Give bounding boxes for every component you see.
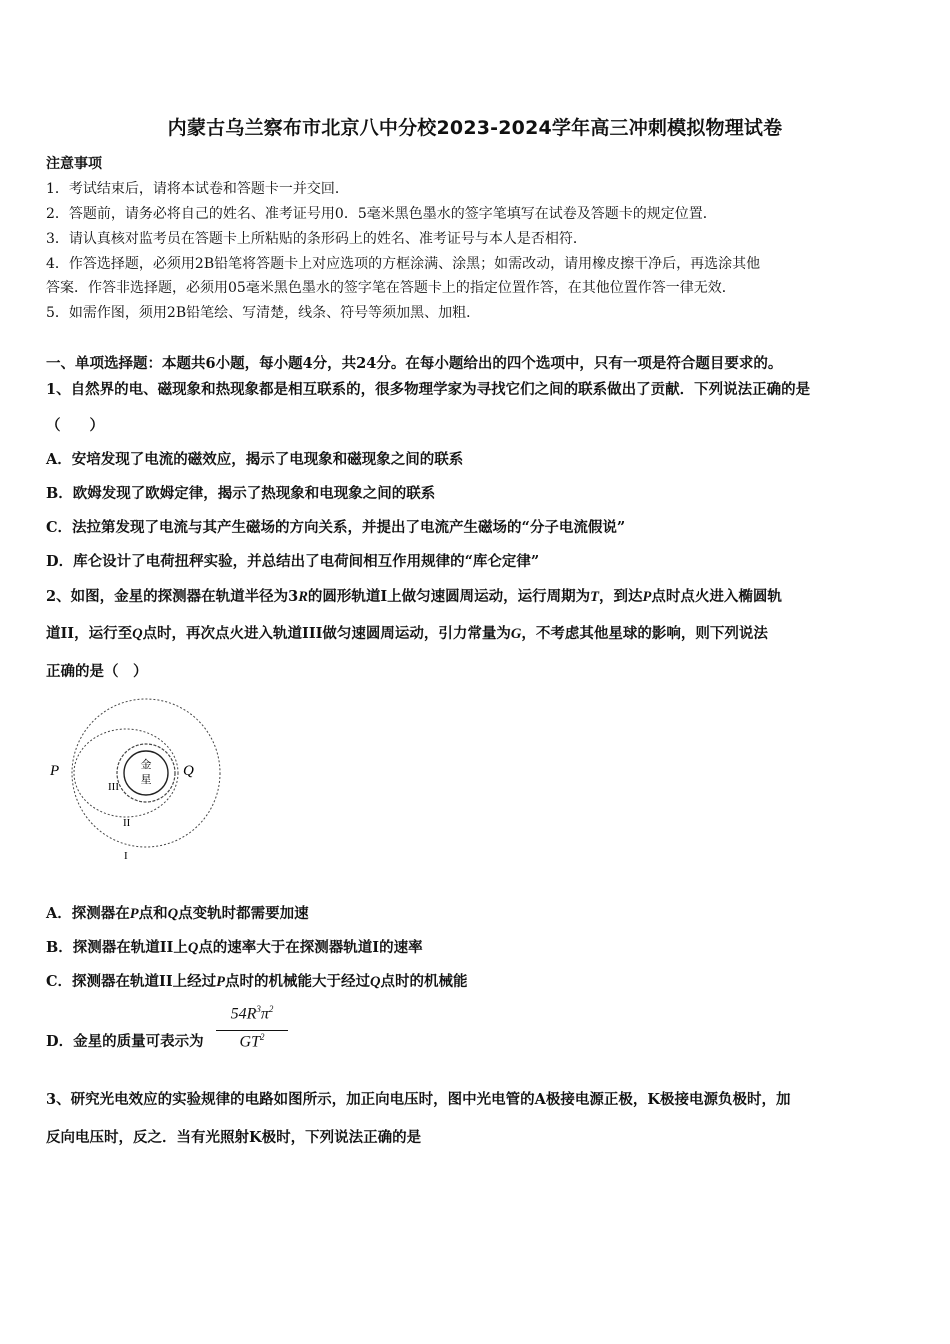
option-text: C．探测器在轨道II上经过 bbox=[46, 973, 217, 990]
formula-denominator bbox=[212, 1032, 292, 1051]
option-text: A．探测器在 bbox=[46, 905, 130, 922]
q2-option-c bbox=[46, 970, 467, 991]
q2-stem-line-2 bbox=[46, 622, 768, 643]
option-text: 点变轨时都需要加速 bbox=[178, 905, 309, 922]
point-q-label: Q bbox=[183, 763, 194, 779]
point-p-label: P bbox=[50, 763, 60, 779]
option-text: 点时的机械能大于经过 bbox=[224, 973, 370, 990]
fraction-bar bbox=[216, 1030, 288, 1031]
q1-option-c: C．法拉第发现了电流与其产生磁场的方向关系，并提出了电流产生磁场的“分子电流假说” bbox=[46, 519, 626, 536]
var-q: Q bbox=[167, 906, 179, 922]
notes-heading: 注意事项 bbox=[46, 156, 102, 172]
section-1-header: 一、单项选择题：本题共6小题，每小题4分，共24分。在每小题给出的四个选项中，只有一项是符合题目要求的。 bbox=[46, 355, 783, 372]
var-q: Q bbox=[132, 626, 143, 642]
q2-option-b bbox=[46, 936, 423, 957]
q2-stem-line-1 bbox=[46, 585, 782, 606]
option-text: B．探测器在轨道II上 bbox=[46, 939, 188, 956]
planet-label-2: 星 bbox=[140, 773, 152, 786]
orbit-3-label: III bbox=[108, 781, 119, 793]
q2-option-a bbox=[46, 902, 309, 923]
orbit-1-label: I bbox=[124, 850, 128, 862]
q2-stem-text: 点时点火进入椭圆轨 bbox=[651, 588, 782, 605]
q2-stem-text: ，到达 bbox=[599, 588, 643, 605]
venus-mass-formula bbox=[212, 1004, 292, 1056]
var-p: P bbox=[216, 974, 225, 990]
note-item-4-cont: 答案．作答非选择题，必须用05毫米黑色墨水的签字笔在答题卡上的指定位置作答，在其他位置作答一律无效． bbox=[46, 280, 736, 296]
formula-num-exp: 3 bbox=[256, 1004, 261, 1014]
formula-numerator bbox=[212, 1004, 292, 1023]
q2-stem-text: 点时，再次点火进入轨道III做匀速圆周运动，引力常量为 bbox=[142, 625, 511, 642]
q3-stem-line-1: 3、研究光电效应的实验规律的电路如图所示，加正向电压时，图中光电管的A极接电源正极，K极接电源负极时，加 bbox=[46, 1091, 791, 1108]
q1-option-b: B．欧姆发现了欧姆定律，揭示了热现象和电现象之间的联系 bbox=[46, 485, 436, 502]
var-p: P bbox=[642, 589, 652, 605]
q1-option-a: A．安培发现了电流的磁效应，揭示了电现象和磁现象之间的联系 bbox=[46, 451, 464, 468]
note-item-5: 5．如需作图，须用2B铅笔绘、写清楚，线条、符号等须加黑、加粗． bbox=[46, 305, 481, 321]
q2-stem-text: 道II，运行至 bbox=[46, 625, 133, 642]
q2-option-d: D．金星的质量可表示为 bbox=[46, 1033, 204, 1050]
option-text: 点时的机械能 bbox=[380, 973, 468, 990]
q1-option-d: D．库仑设计了电荷扭秤实验，并总结出了电荷间相互作用规律的“库仑定律” bbox=[46, 553, 540, 570]
var-t: T bbox=[590, 589, 599, 605]
formula-pi: π bbox=[260, 1005, 269, 1023]
q2-stem-text: 2、如图，金星的探测器在轨道半径为3 bbox=[46, 588, 299, 605]
note-item-2: 2．答题前，请务必将自己的姓名、准考证号用0．5毫米黑色墨水的签字笔填写在试卷及答题卡的规定位置． bbox=[46, 206, 717, 222]
var-g: G bbox=[510, 626, 522, 642]
option-text: 点和 bbox=[138, 905, 168, 922]
q3-stem-line-2: 反向电压时，反之．当有光照射K极时，下列说法正确的是 bbox=[46, 1129, 422, 1146]
q2-stem-line-3: 正确的是（ ） bbox=[46, 663, 148, 680]
formula-den-exp: 2 bbox=[259, 1032, 265, 1042]
option-text: 点的速率大于在探测器轨道I的速率 bbox=[198, 939, 423, 956]
note-item-1: 1．考试结束后，请将本试卷和答题卡一并交回． bbox=[46, 181, 349, 197]
var-r: R bbox=[298, 589, 308, 605]
formula-den-base: GT bbox=[239, 1033, 260, 1051]
note-item-3: 3．请认真核对监考员在答题卡上所粘贴的条形码上的姓名、准考证号与本人是否相符． bbox=[46, 231, 587, 247]
var-p: P bbox=[129, 906, 139, 922]
formula-pi-exp: 2 bbox=[268, 1004, 274, 1014]
q1-blank: （ ） bbox=[46, 417, 104, 434]
formula-num-base: 54R bbox=[230, 1005, 257, 1023]
var-q: Q bbox=[369, 974, 381, 990]
q2-stem-text: 的圆形轨道I上做匀速圆周运动，运行周期为 bbox=[307, 588, 591, 605]
page-title: 内蒙古乌兰察布市北京八中分校2023-2024学年高三冲刺模拟物理试卷 bbox=[167, 117, 783, 139]
orbit-2-label: II bbox=[123, 817, 131, 829]
q2-stem-text: ，不考虑其他星球的影响，则下列说法 bbox=[521, 625, 768, 642]
planet-label-1: 金 bbox=[140, 758, 152, 771]
orbit-diagram bbox=[44, 695, 234, 870]
var-q: Q bbox=[187, 940, 199, 956]
note-item-4: 4．作答选择题，必须用2B铅笔将答题卡上对应选项的方框涂满、涂黑；如需改动，请用橡皮擦干净后，再选涂其他 bbox=[46, 256, 761, 272]
q1-stem: 1、自然界的电、磁现象和热现象都是相互联系的，很多物理学家为寻找它们之间的联系做出了贡献．下列说法正确的是 bbox=[46, 381, 811, 398]
